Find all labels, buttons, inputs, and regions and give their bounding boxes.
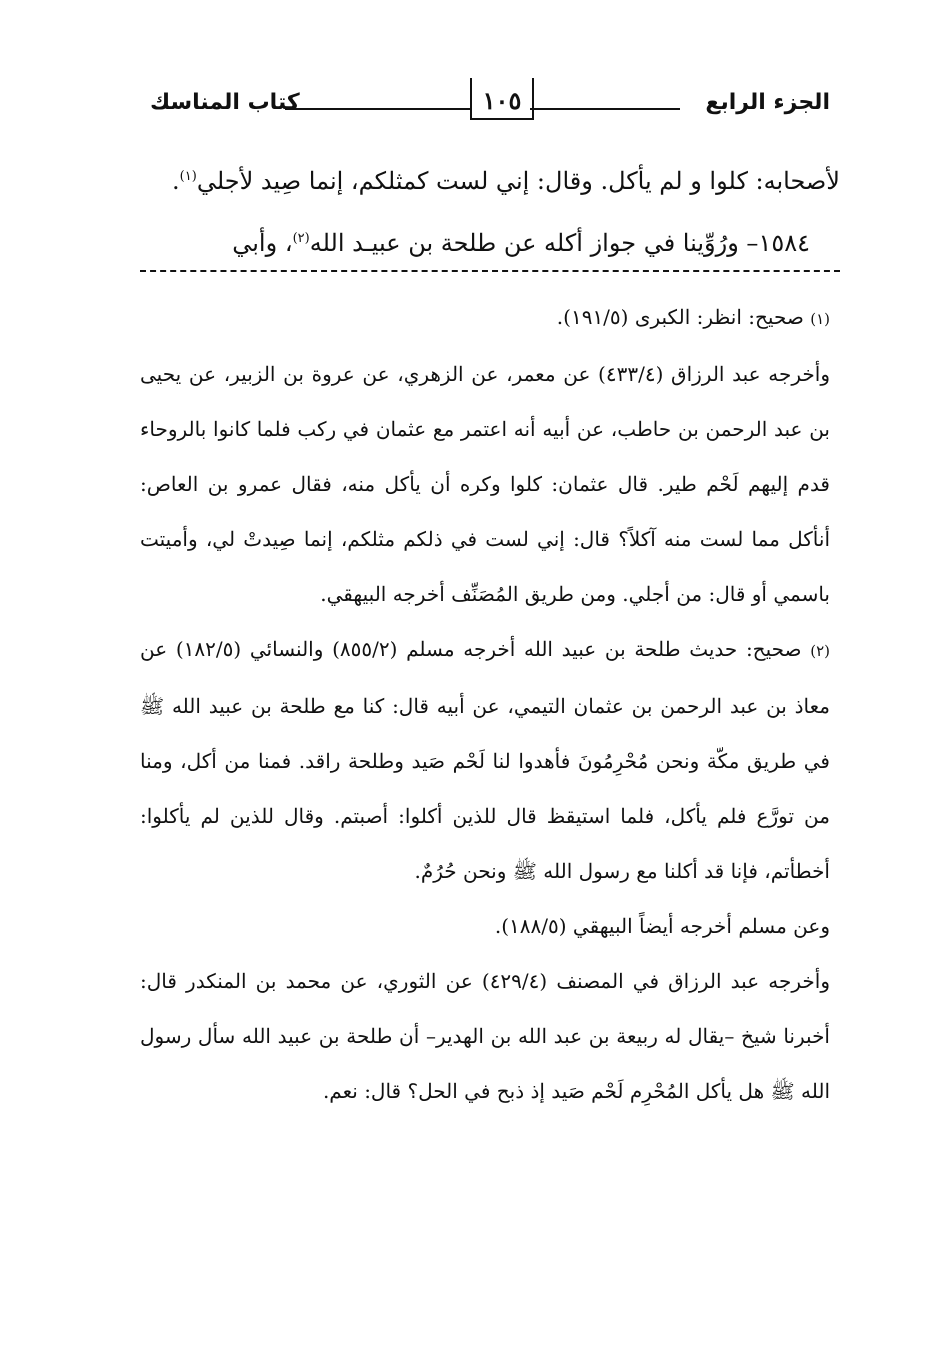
main-text-line2: [140, 210, 840, 272]
footnote-ref-1[interactable]: (١): [179, 169, 197, 184]
page-number: ١٠٥: [470, 78, 534, 120]
footnote-2-para3: وأخرجه عبد الرزاق في المصنف (٤٢٩/٤) عن الثوري، عن محمد بن المنكدر قال: أخبرنا شيخ –يقال له ربيعة بن عبد الله بن الهدير– أن طلحة بن عبيد الله سأل رسول الله ﷺ هل يأكل المُحْرِم لَحْم صَيد إذ ذبح في الحل؟ قال: نعم.: [140, 969, 830, 1103]
main-text-line1: [140, 148, 840, 210]
main-text: لأصحابه: كلوا و لم يأكل. وقال: إني لست كمثلكم، إنما صِيد لأجلي: [196, 167, 840, 195]
footnote-2: [140, 622, 830, 899]
main-text-end: .: [172, 167, 180, 195]
book-title: كتاب المناسك: [150, 90, 300, 115]
footnote-2-text: صحيح: حديث طلحة بن عبيد الله أخرجه مسلم (٨٥٥/٢) والنسائي (١٨٢/٥) عن معاذ بن عبد الرحمن بن عثمان التيمي، عن أبيه قال: كنا مع طلحة بن عبيد الله ﷺ في طريق مكّة ونحن مُحْرِمُونَ فأهدوا لنا لَحْم صَيد وطلحة راقد. فمنا من أكل، ومنا من تورَّع فلم يأكل، فلما استيقظ قال للذين أكلوا: أصبتم. وقال للذين لم يأكلوا: أخطأتم، فإنا قد أكلنا مع رسول الله ﷺ ونحن حُرُمٌ.: [140, 637, 830, 883]
header-rule-right: [530, 108, 680, 110]
volume-title: الجزء الرابع: [705, 90, 830, 115]
footnote-ref-2[interactable]: (٢): [292, 231, 310, 246]
hadith-text: ١٥٨٤– ورُوِّينا في جواز أكله عن طلحة بن عبيـد الله: [309, 229, 810, 257]
footnote-2-marker: (٢): [810, 642, 830, 660]
header-rule-left: [285, 108, 470, 110]
hadith-text-end: ، وأبي: [232, 229, 293, 257]
footnotes: [140, 290, 830, 1119]
footnote-1-body: وأخرجه عبد الرزاق (٤٣٣/٤) عن معمر، عن الزهري، عن عروة بن الزبير، عن يحيى بن عبد الرحمن بن حاطب، عن أبيه أنه اعتمر مع عثمان في ركب فلما كانوا بالروحاء قدم إليهم لَحْم طير. قال عثمان: كلوا وكره أن يأكل منه، فقال عمرو بن العاص: أنأكل مما لست منه آكلاً؟ قال: إني لست في ذلكم مثلكم، إنما صِيدتْ لي، وأميتت باسمي أو قال: من أجلي. ومن طريق المُصَنِّف أخرجه البيهقي.: [140, 362, 830, 606]
page-header: [150, 78, 830, 128]
footnote-1-head: [140, 290, 830, 347]
footnote-1-text: صحيح: انظر: الكبرى (١٩١/٥).: [556, 305, 804, 329]
footnote-separator: [140, 270, 840, 272]
footnote-2-para2: وعن مسلم أخرجه أيضاً البيهقي (١٨٨/٥).: [494, 914, 830, 938]
footnote-1-marker: (١): [810, 310, 830, 328]
